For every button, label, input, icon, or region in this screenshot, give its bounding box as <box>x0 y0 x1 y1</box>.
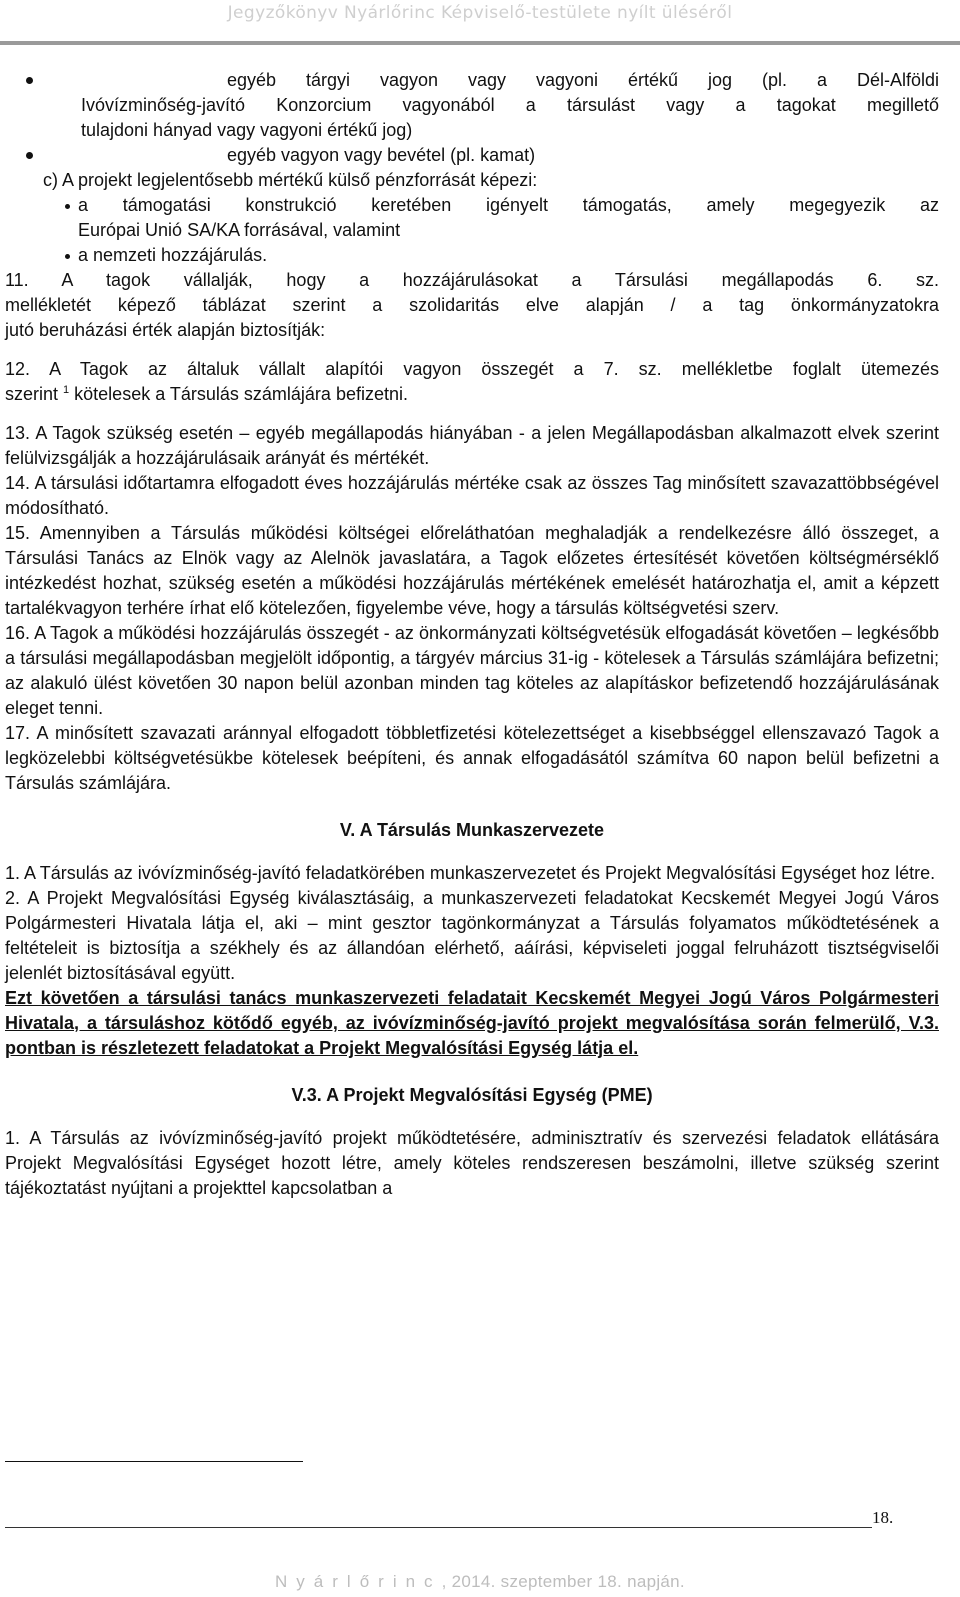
paragraph-12-line <box>5 382 939 407</box>
header-rule <box>0 41 960 45</box>
section-c-intro: c) A projekt legjelentősebb mértékű külső pénzforrását képezi: <box>43 170 538 190</box>
bullet-text: egyéb tárgyi vagyon vagy vagyoni értékű jog (pl. a Dél-Alföldi <box>227 70 939 90</box>
paragraph-11-line: mellékletét képező táblázat szerint a szolidaritás elve alapján / a tag önkormányzatokra <box>5 295 939 315</box>
paragraph-14: 14. A társulási időtartamra elfogadott éves hozzájárulás mértéke csak az összes Tag minősített szavazattöbbségével módosítható. <box>5 473 939 518</box>
paragraph-15: 15. Amennyiben a Társulás működési költségei előreláthatóan meghaladják a rendelkezésre álló összeget, a Társulási Tanács az Elnök vagy az Alelnök javaslatára, a Tagok előzetes értesítését követően költségmérséklő intézkedést hozhat, szükség esetén a működési hozzájárulás mértékének emelését határozhatja el, amit a képzett tartalékvagyon terhére írhat elő kötelezően, figyelembe véve, hogy a társulás költségvetési szerv. <box>5 523 939 618</box>
bullet-dot-icon <box>26 152 33 159</box>
bullet-item <box>5 68 939 143</box>
bullet-text: tulajdoni hányad vagy vagyoni értékű jog) <box>81 120 413 140</box>
paragraph-12: 12. A Tagok az általuk vállalt alapítói vagyon összegét a 7. sz. mellékletbe foglalt ütemezés <box>5 359 939 379</box>
paragraph-13: 13. A Tagok szükség esetén – egyéb megállapodás hiányában - a jelen Megállapodásban alkalmazott elvek szerint felülvizsgálják a hozzájárulásaik arányát és mértékét. <box>5 423 939 468</box>
paragraph-text: szerint <box>5 384 64 404</box>
paragraph-17: 17. A minősített szavazati aránnyal elfogadott többletfizetési kötelezettséget a kisebbséggel ellenszavazó Tagok a legközelebbi költségvetésükbe kötelesek beépíteni, és annak elfogadásától számítva 60 napon belül befizetni a Társulás számlájára. <box>5 723 939 793</box>
sub-bullet-text: Európai Unió SA/KA forrásával, valamint <box>78 220 401 240</box>
page-footer <box>0 1572 960 1592</box>
paragraph-11-line: jutó beruházási érték alapján biztosítják: <box>5 320 326 340</box>
paragraph-16: 16. A Tagok a működési hozzájárulás összegét - az önkormányzati költségvetésük elfogadását követően – legkésőbb a társulási megállapodásban megjelölt időpontig, a tárgyév március 31-ig - kötelesek a Társulás számlájára befizetni; az alakuló ülést követően 30 napon belül azonban minden tag köteles az alapításkor befizetendő hozzájárulásának eleget tenni. <box>5 623 939 718</box>
footnote-rule <box>5 1461 303 1462</box>
footnote-marker[interactable]: 1 <box>63 384 70 396</box>
bullet-text: Ivóvízminőség-javító Konzorcium vagyonából a társulást vagy a tagokat megillető <box>81 95 939 115</box>
header-title: Jegyzőkönyv Nyárlőrinc Képviselő-testülete nyílt üléséről <box>227 3 733 23</box>
sub-bullet-text: a nemzeti hozzájárulás. <box>78 245 268 265</box>
document-body <box>5 68 939 1201</box>
section-heading: V.3. A Projekt Megvalósítási Egység (PME) <box>291 1085 653 1105</box>
section-v-bold-paragraph: Ezt követően a társulási tanács munkaszervezeti feladatait Kecskemét Megyei Jogú Város Polgármesteri Hivatala, a társuláshoz kötődő egyéb, az ivóvízminőség-javító projekt megvalósítása során felmerülő, V.3. pontban is részletezett feladatokat a Projekt Megvalósítási Egység látja el. <box>5 988 939 1058</box>
bullet-item <box>5 143 939 168</box>
bullet-text: egyéb vagyon vagy bevétel (pl. kamat) <box>227 145 536 165</box>
sub-bullet-item <box>5 243 939 268</box>
page-number-rule <box>5 1527 872 1528</box>
bullet-dot-icon <box>26 77 33 84</box>
paragraph-11: 11. A tagok vállalják, hogy a hozzájárulásokat a Társulási megállapodás 6. sz. <box>5 270 939 290</box>
bullet-dot-icon <box>65 204 70 209</box>
paragraph-text: kötelesek a Társulás számlájára befizetni. <box>69 384 408 404</box>
sub-bullet-text: a támogatási konstrukció keretében igényelt támogatás, amely megegyezik az <box>78 195 939 215</box>
section-v-paragraph-1: 1. A Társulás az ivóvízminőség-javító feladatkörében munkaszervezetet és Projekt Megvalósítási Egységet hoz létre. <box>5 863 936 883</box>
footer-place: Nyárlőrinc <box>275 1572 442 1591</box>
bullet-dot-icon <box>65 254 70 259</box>
page-number: 18. <box>872 1508 894 1527</box>
section-v-paragraph-2: 2. A Projekt Megvalósítási Egység kiválasztásáig, a munkaszervezeti feladatokat Kecskemét Megyei Jogú Város Polgármesteri Hivatala látja el, aki – mint gesztor tagönkormányzat a Társulás folyamatos működtetésének a feltételeit is biztosítja a székhely és az állandóan elérhető, aáírási, képviseleti joggal felruházott tisztségviselői jelenlét biztosításával együtt. <box>5 888 939 983</box>
page-header <box>0 0 960 38</box>
section-heading: V. A Társulás Munkaszervezete <box>339 820 605 840</box>
section-v3-paragraph-1: 1. A Társulás az ivóvízminőség-javító projekt működtetésére, adminisztratív és szervezési feladatok ellátására Projekt Megvalósítási Egységet hozott létre, amely köteles rendszeresen beszámolni, illetve szükség szerint tájékoztatást nyújtani a projekttel kapcsolatban a <box>5 1128 939 1198</box>
sub-bullet-item <box>5 193 939 243</box>
footer-date: , 2014. szeptember 18. napján. <box>441 1572 685 1591</box>
